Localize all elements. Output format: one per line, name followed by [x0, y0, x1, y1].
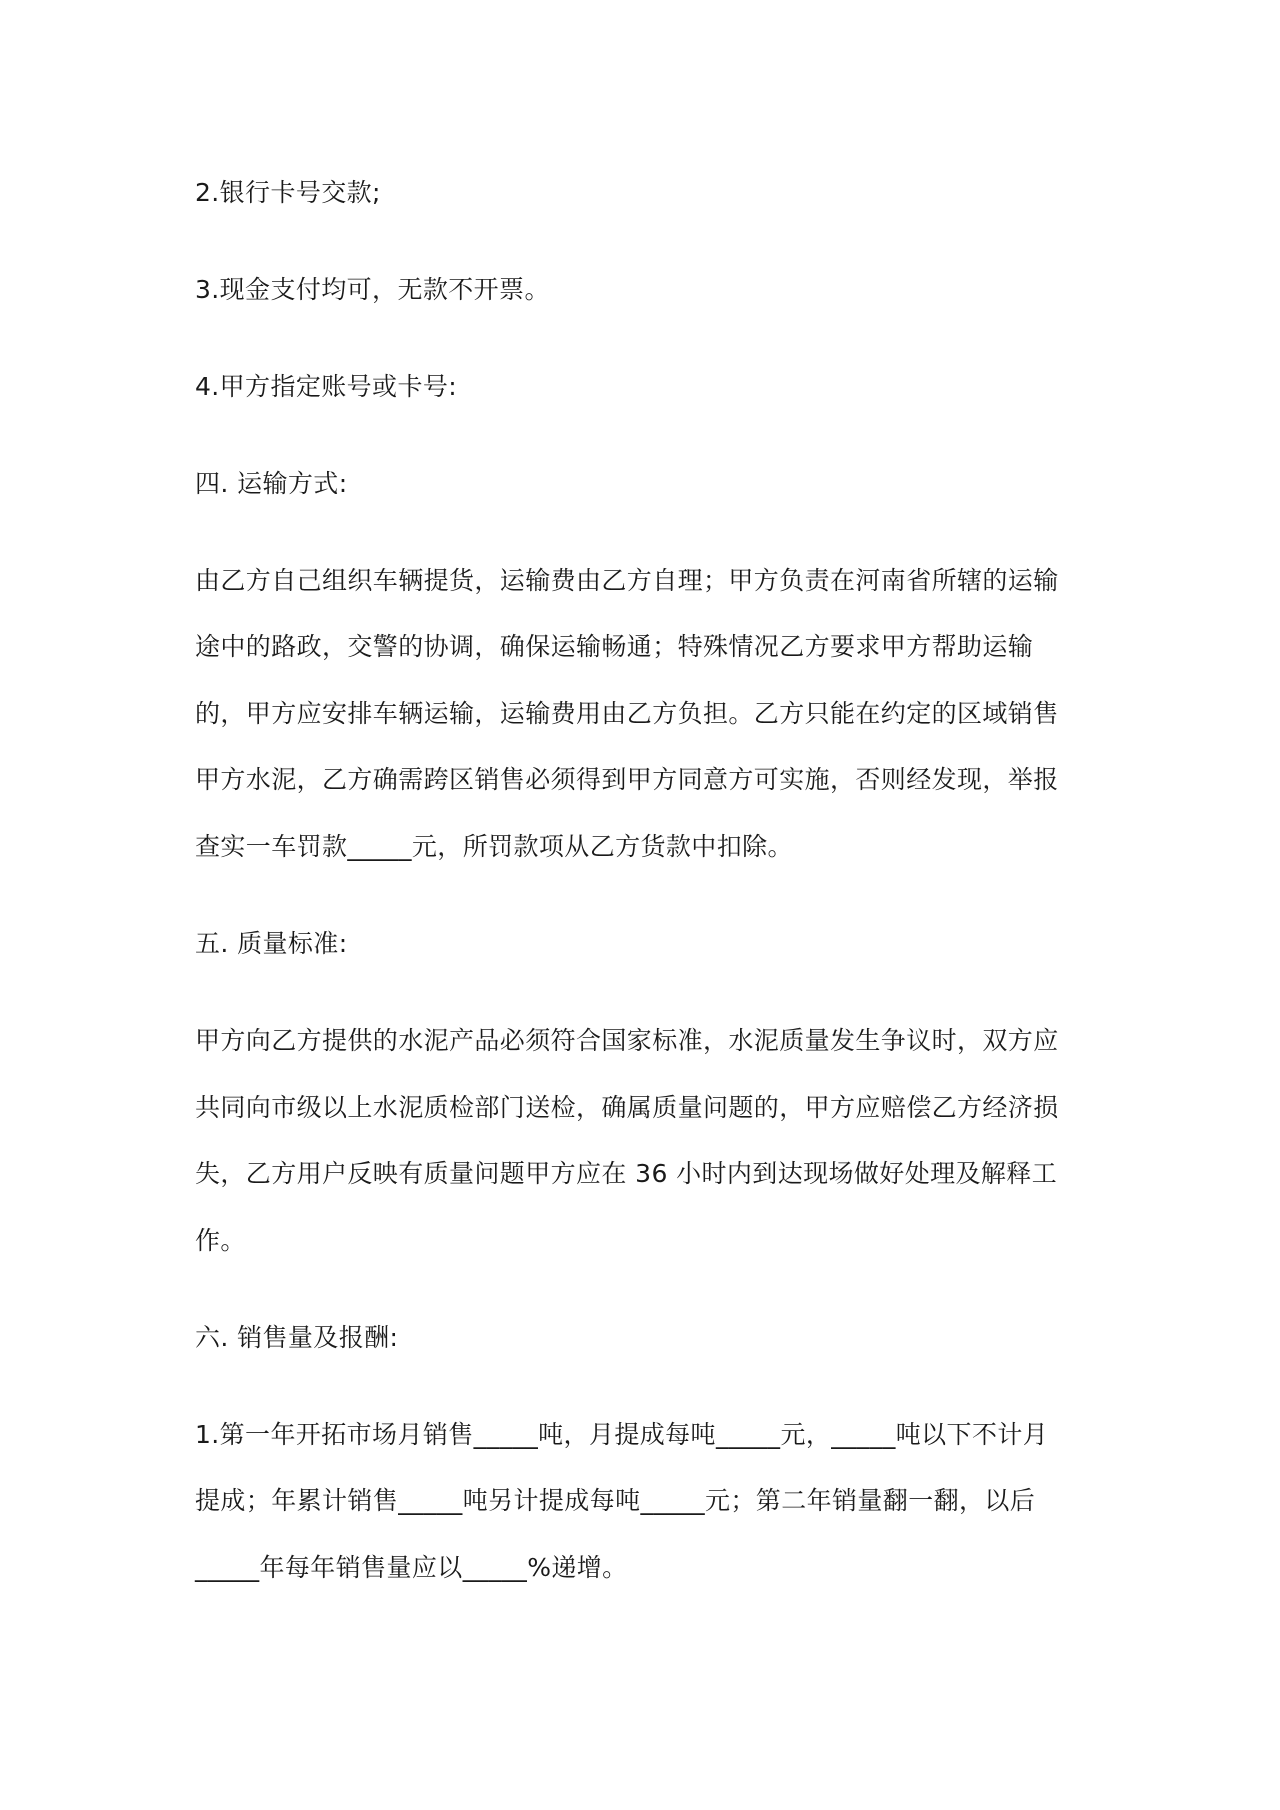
transport-paragraph-line: 的，甲方应安排车辆运输，运输费用由乙方负担。乙方只能在约定的区域销售: [195, 699, 1059, 728]
quality-paragraph-line: 共同向市级以上水泥质检部门送检，确属质量问题的，甲方应赔偿乙方经济损: [195, 1093, 1059, 1122]
section-heading-sales: 六. 销售量及报酬:: [195, 1323, 399, 1352]
section-heading-quality: 五. 质量标准:: [195, 929, 348, 958]
transport-paragraph-line: 查实一车罚款_____元，所罚款项从乙方货款中扣除。: [195, 832, 793, 861]
sales-paragraph-line: 提成；年累计销售_____吨另计提成每吨_____元；第二年销量翻一翻，以后: [195, 1486, 1036, 1515]
sales-paragraph-line: 1.第一年开拓市场月销售_____吨，月提成每吨_____元，_____吨以下不计月: [195, 1420, 1049, 1449]
quality-paragraph-line: 失，乙方用户反映有质量问题甲方应在 36 小时内到达现场做好处理及解释工: [195, 1159, 1058, 1188]
transport-paragraph-line: 甲方水泥，乙方确需跨区销售必须得到甲方同意方可实施，否则经发现，举报: [195, 765, 1059, 794]
section-heading-transport: 四. 运输方式:: [195, 469, 348, 498]
quality-paragraph-line: 作。: [195, 1226, 246, 1255]
sales-paragraph-line: _____年每年销售量应以_____%递增。: [195, 1553, 628, 1582]
payment-method-item-2: 2.银行卡号交款;: [195, 178, 381, 207]
payment-method-item-3: 3.现金支付均可，无款不开票。: [195, 275, 550, 304]
transport-paragraph-line: 途中的路政，交警的协调，确保运输畅通；特殊情况乙方要求甲方帮助运输: [195, 632, 1034, 661]
quality-paragraph-line: 甲方向乙方提供的水泥产品必须符合国家标准，水泥质量发生争议时，双方应: [195, 1026, 1059, 1055]
payment-method-item-4: 4.甲方指定账号或卡号:: [195, 372, 458, 401]
transport-paragraph-line: 由乙方自己组织车辆提货，运输费由乙方自理；甲方负责在河南省所辖的运输: [195, 566, 1059, 595]
